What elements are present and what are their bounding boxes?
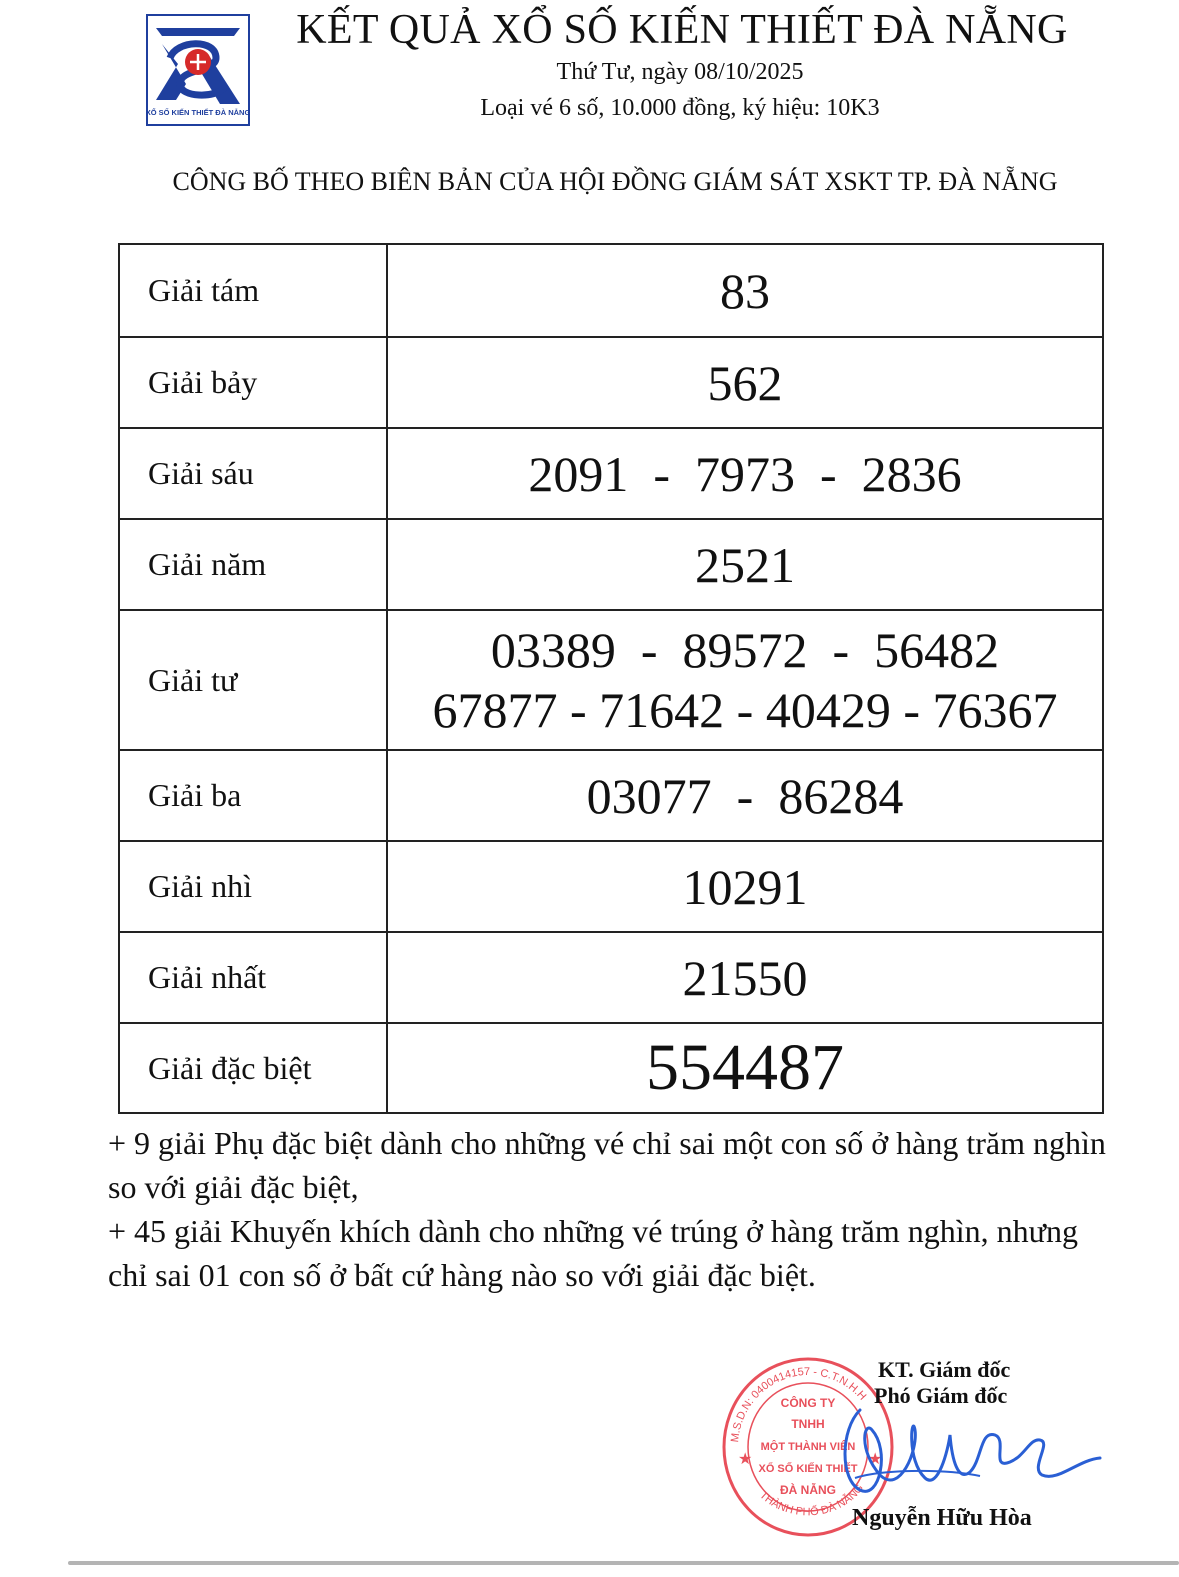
prize-name: Giải đặc biệt: [119, 1023, 387, 1113]
table-row: [119, 750, 1103, 841]
logo-caption: XỔ SỐ KIẾN THIẾT ĐÀ NẴNG: [146, 108, 250, 117]
prize-name: Giải bảy: [119, 337, 387, 428]
prize-numbers: [387, 428, 1103, 519]
prize-name: Giải ba: [119, 750, 387, 841]
stamp-line: TNHH: [791, 1417, 825, 1431]
lottery-logo: [146, 14, 250, 126]
stamp-line: MỘT THÀNH VIÊN: [760, 1441, 856, 1453]
handwritten-signature: [820, 1390, 1120, 1520]
prize-name: Giải năm: [119, 519, 387, 610]
number-line: 83: [720, 262, 770, 319]
results-table: [118, 243, 1104, 1114]
number-line: 03389 - 89572 - 56482: [490, 622, 1000, 678]
prize-numbers: [387, 337, 1103, 428]
number-line: 2091 - 7973 - 2836: [528, 445, 962, 502]
prize-name: Giải nhì: [119, 841, 387, 932]
signer-role-line2: Phó Giám đốc: [874, 1383, 1008, 1408]
table-row: [119, 428, 1103, 519]
prize-numbers: [387, 932, 1103, 1023]
stamp-ring-text: M.S.D.N: 0400414157 - C.T.N.H.H: [729, 1365, 869, 1443]
table-row: [119, 610, 1103, 750]
note-item: + 9 giải Phụ đặc biệt dành cho những vé chỉ sai một con số ở hàng trăm nghìn so với giải đặc biệt,: [108, 1125, 1106, 1205]
draw-date: Thứ Tư, ngày 08/10/2025: [556, 59, 804, 85]
prize-numbers: [387, 841, 1103, 932]
prize-name: Giải nhất: [119, 932, 387, 1023]
number-line: 554487: [646, 1031, 844, 1104]
prize-name: Giải tám: [119, 244, 387, 337]
number-line: 562: [707, 354, 783, 411]
prize-name: Giải tư: [119, 610, 387, 750]
svg-text:★: ★: [738, 1451, 753, 1468]
table-row: [119, 1023, 1103, 1113]
stamp-bottom-text: THÀNH PHỐ ĐÀ NẴNG: [757, 1482, 866, 1519]
stamp-line: CÔNG TY: [780, 1396, 836, 1410]
svg-text:★: ★: [868, 1451, 883, 1468]
special-prize-numbers: [387, 1023, 1103, 1113]
page-title: KẾT QUẢ XỔ SỐ KIẾN THIẾT ĐÀ NẴNG: [296, 7, 1068, 53]
table-row: [119, 932, 1103, 1023]
table-row: [119, 519, 1103, 610]
prize-name: Giải sáu: [119, 428, 387, 519]
number-line: 21550: [682, 949, 808, 1006]
prize-numbers: [387, 610, 1103, 750]
number-line: 67877 - 71642 - 40429 - 76367: [432, 682, 1058, 738]
page-bottom-divider: [68, 1561, 1179, 1565]
signer-name: Nguyễn Hữu Hòa: [852, 1505, 1032, 1531]
ticket-info: Loại vé 6 số, 10.000 đồng, ký hiệu: 10K3: [480, 95, 880, 121]
table-row: [119, 337, 1103, 428]
stamp-line: XỔ SỐ KIẾN THIẾT: [758, 1463, 858, 1475]
table-row: [119, 244, 1103, 337]
prize-numbers: [387, 750, 1103, 841]
note-item: + 45 giải Khuyến khích dành cho những vé trúng ở hàng trăm nghìn, nhưng chỉ sai 01 con số ở bất cứ hàng nào so với giải đặc biệt.: [108, 1213, 1078, 1293]
announcement: CÔNG BỐ THEO BIÊN BẢN CỦA HỘI ĐỒNG GIÁM SÁT XSKT TP. ĐÀ NẴNG: [172, 167, 1058, 196]
signer-role-line1: KT. Giám đốc: [878, 1357, 1011, 1382]
table-row: [119, 841, 1103, 932]
number-line: 10291: [682, 858, 808, 915]
stamp-line: ĐÀ NẴNG: [780, 1483, 836, 1497]
prize-numbers: [387, 244, 1103, 337]
notes: [108, 1121, 1118, 1297]
number-line: 03077 - 86284: [586, 767, 904, 824]
prize-numbers: [387, 519, 1103, 610]
number-line: 2521: [695, 536, 795, 593]
